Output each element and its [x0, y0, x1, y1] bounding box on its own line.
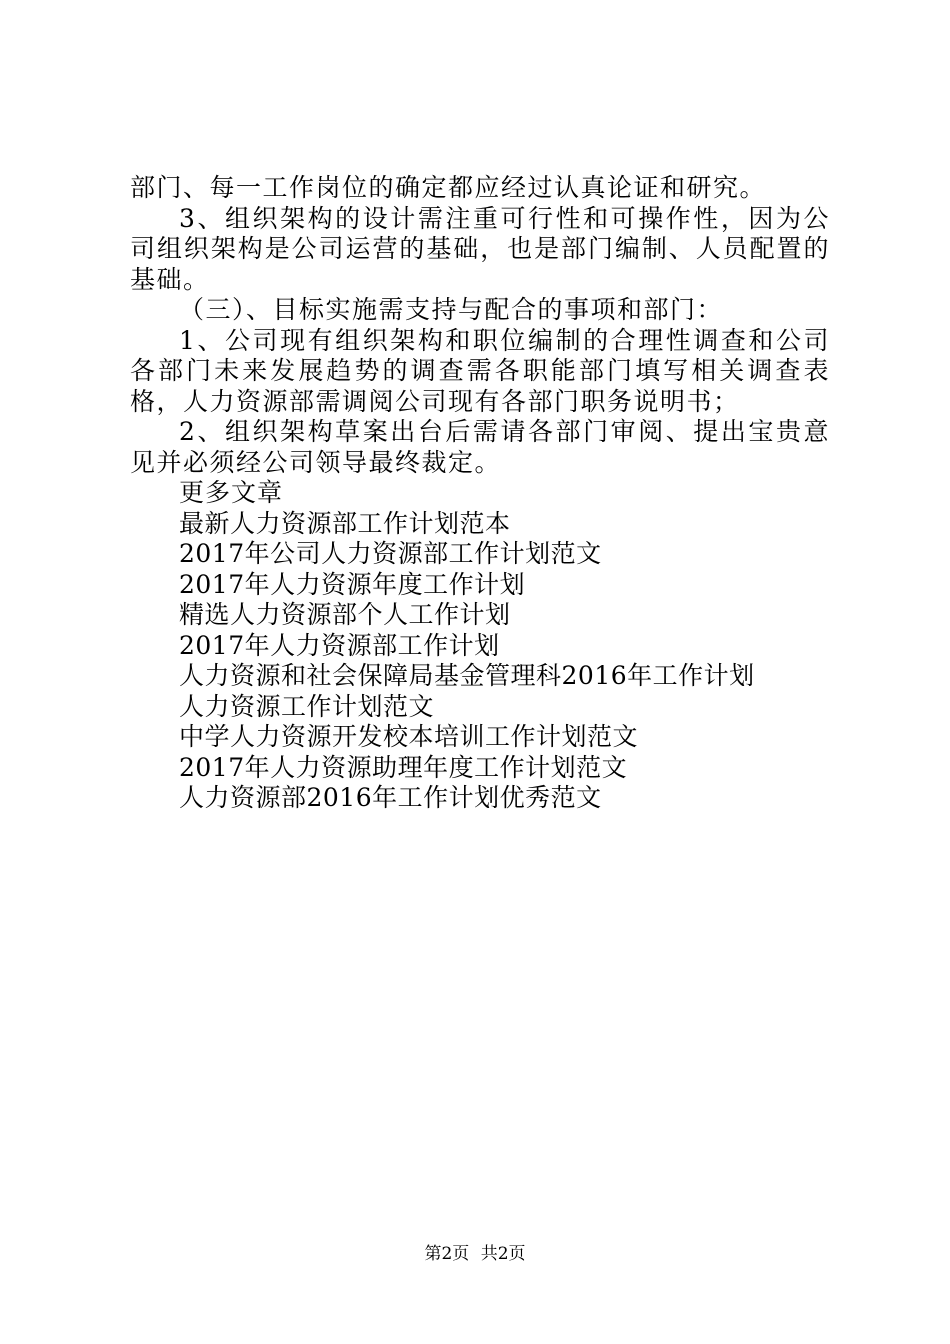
article-link[interactable]: 人力资源和社会保障局基金管理科2016年工作计划	[179, 661, 755, 690]
article-link[interactable]: 2017年人力资源部工作计划	[179, 630, 500, 660]
page-footer	[0, 1243, 950, 1265]
article-link[interactable]: 人力资源工作计划范文	[179, 691, 435, 721]
article-link[interactable]: 人力资源部2016年工作计划优秀范文	[179, 783, 602, 812]
document-body	[130, 173, 830, 814]
article-link[interactable]: 最新人力资源部工作计划范本	[179, 508, 511, 538]
article-link[interactable]: 2017年人力资源年度工作计划	[179, 569, 526, 599]
article-link[interactable]: 2017年人力资源助理年度工作计划范文	[179, 752, 628, 782]
article-link[interactable]: 中学人力资源开发校本培训工作计划范文	[179, 722, 639, 751]
page-total: 共2页	[480, 1244, 526, 1264]
section-heading-3: （三）、目标实施需支持与配合的事项和部门：	[179, 295, 724, 324]
more-articles-heading: 更多文章	[179, 478, 284, 507]
paragraph-item-3: 3、组织架构的设计需注重可行性和可操作性，因为公司组织架构是公司运营的基础，也是部门编制、人员配置的基础。	[130, 203, 830, 294]
more-articles-list	[130, 509, 830, 814]
article-link[interactable]: 2017年公司人力资源部工作计划范文	[179, 539, 602, 568]
article-link[interactable]: 精选人力资源部个人工作计划	[179, 600, 511, 629]
paragraph-item-2: 2、组织架构草案出台后需请各部门审阅、提出宝贵意见并必须经公司领导最终裁定。	[130, 417, 830, 477]
paragraph-item-1: 1、公司现有组织架构和职位编制的合理性调查和公司各部门未来发展趋势的调查需各职能部门填写相关调查表格，人力资源部需调阅公司现有各部门职务说明书；	[130, 325, 830, 416]
page-number: 第2页	[424, 1244, 470, 1264]
paragraph-continuation: 部门、每一工作岗位的确定都应经过认真论证和研究。	[130, 173, 767, 202]
